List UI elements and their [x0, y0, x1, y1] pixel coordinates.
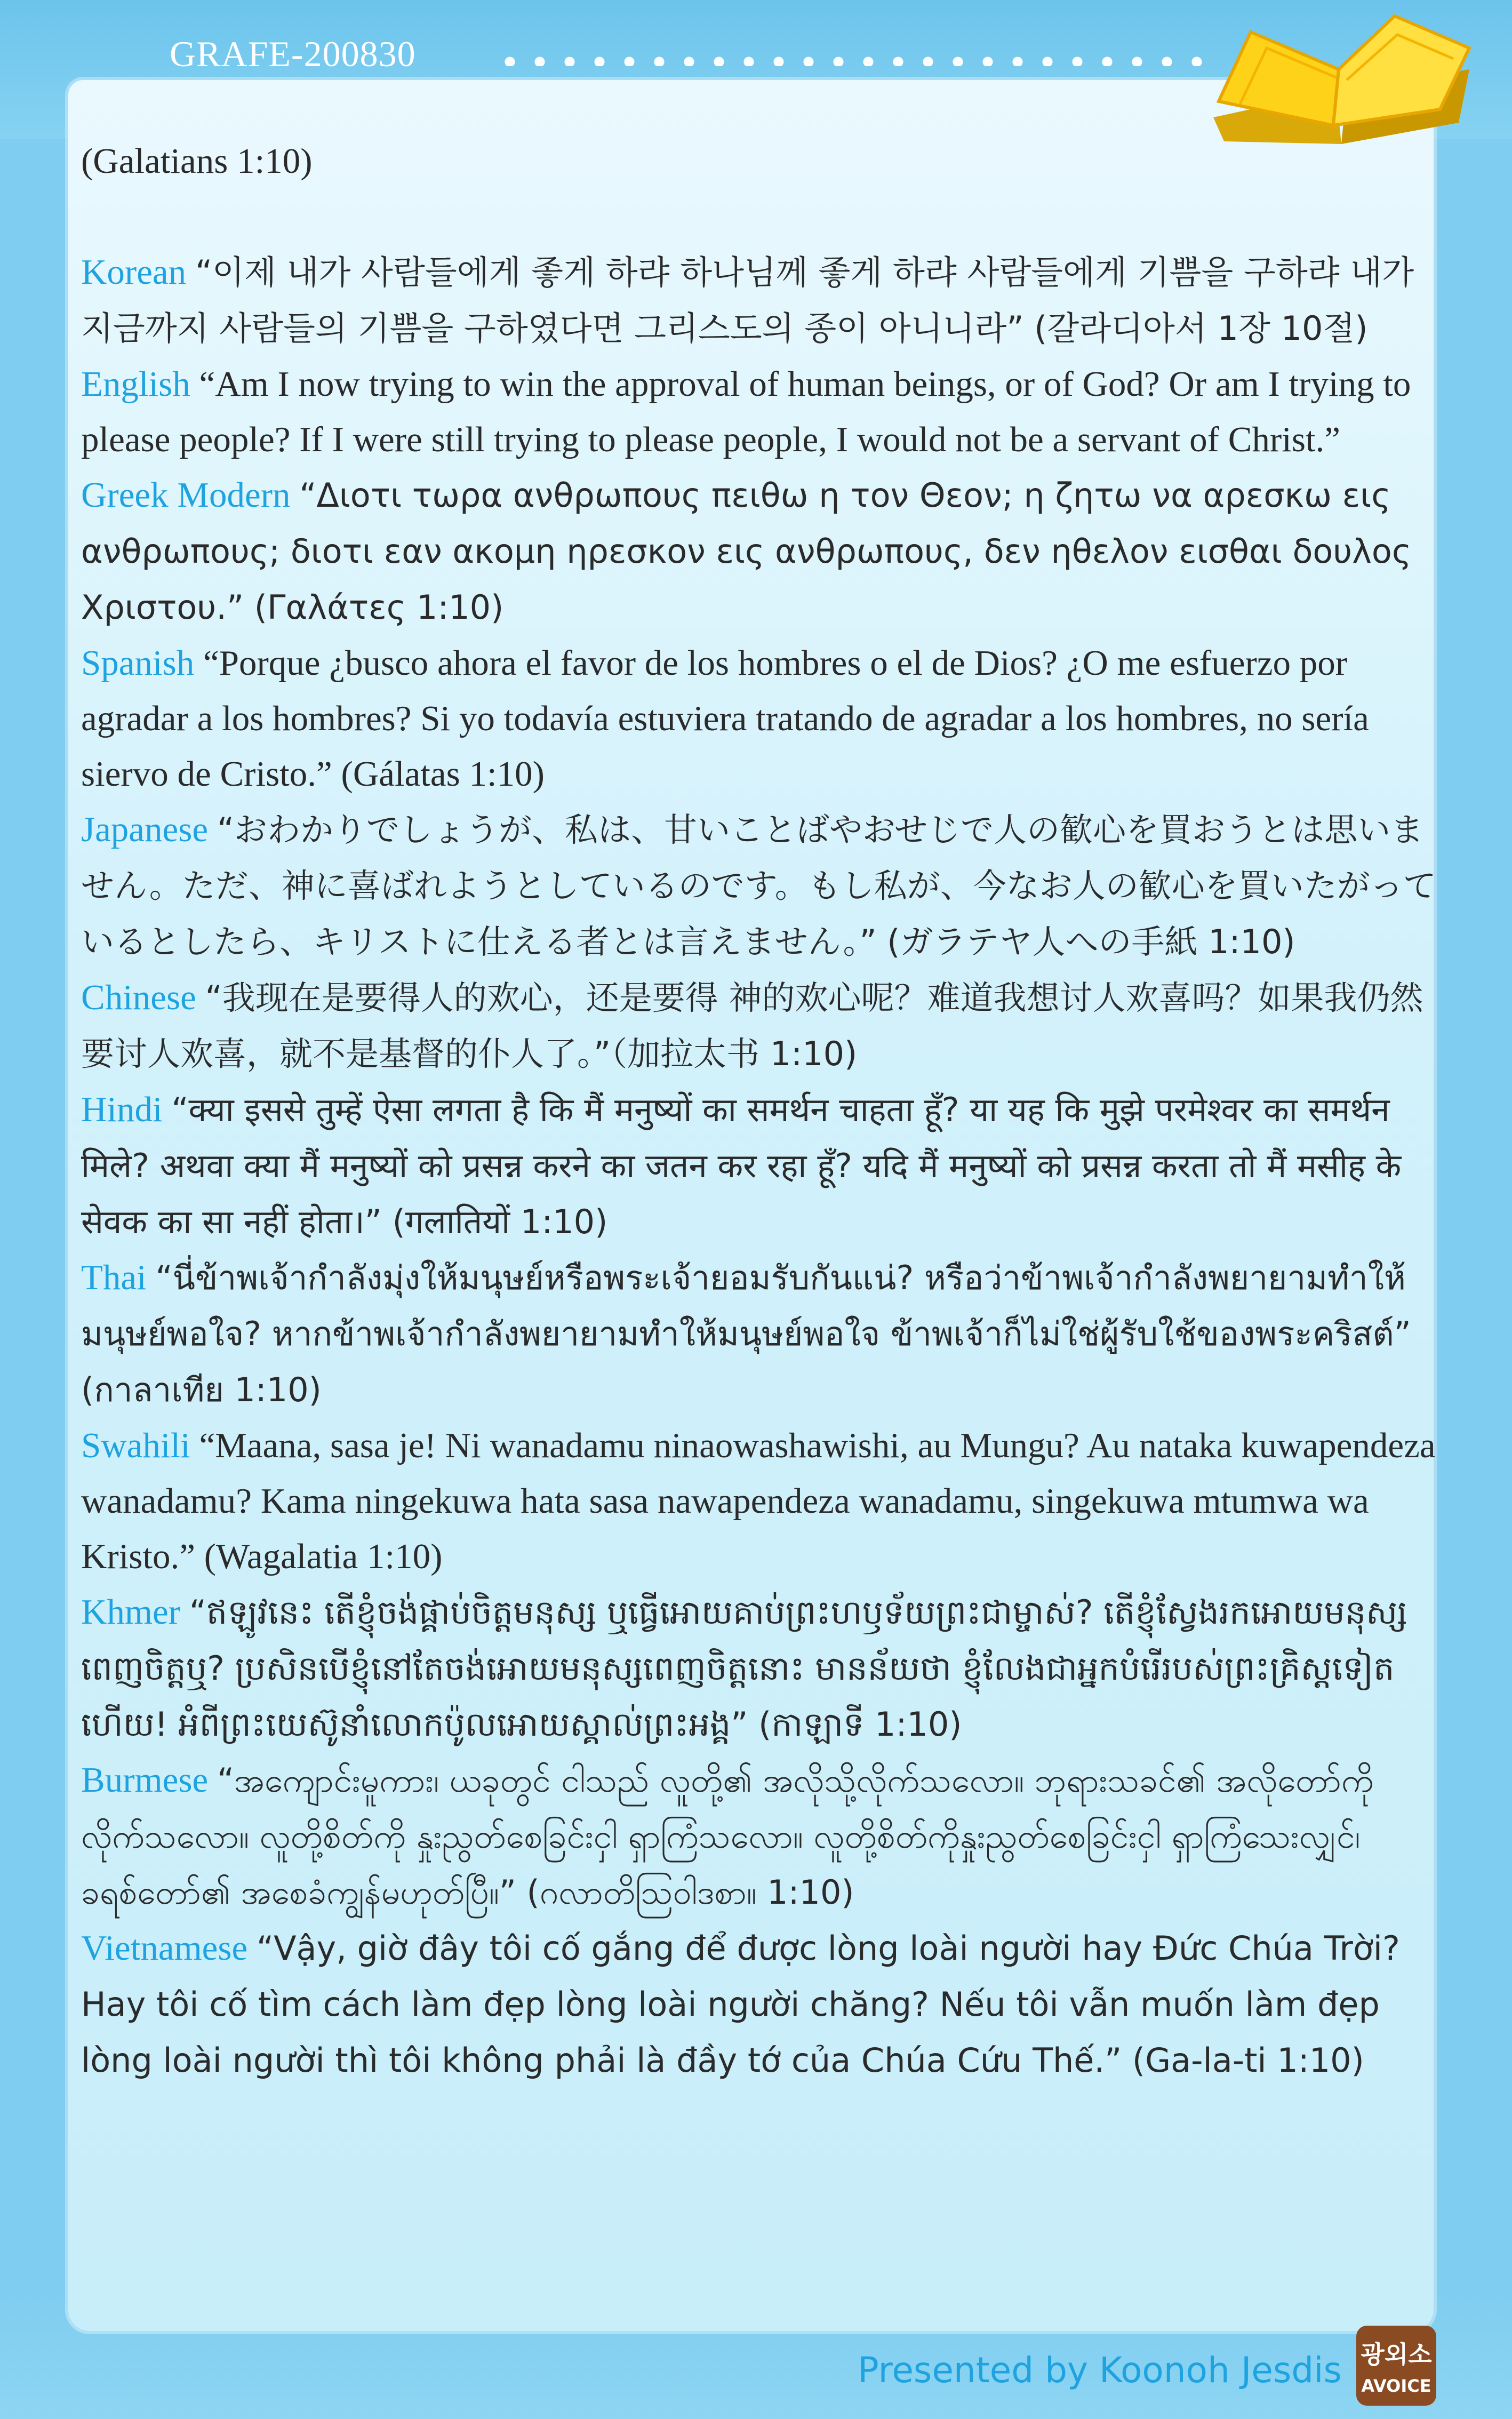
lang-label-japanese: Japanese — [81, 810, 209, 849]
lang-label-greek: Greek Modern — [81, 475, 291, 515]
verse-vietnamese — [81, 1920, 1446, 2088]
presented-by: Presented by Koonoh Jesdis — [858, 2350, 1342, 2391]
avoice-logo — [1356, 2326, 1436, 2406]
verse-english — [81, 356, 1446, 467]
verse-text-english: “Am I now trying to win the approval of human beings, or of God? Or am I trying to please people? If I were still trying to please people, I would not be a servant of Christ.” — [81, 364, 1411, 459]
lang-label-chinese: Chinese — [81, 978, 196, 1017]
logo-korean-text: 광외소 — [1361, 2340, 1432, 2369]
lang-label-korean: Korean — [81, 252, 187, 292]
verse-japanese — [81, 802, 1446, 970]
lang-label-swahili: Swahili — [81, 1426, 190, 1465]
lang-label-burmese: Burmese — [81, 1760, 209, 1800]
verse-text-burmese: “အကျောင်းမူကား၊ ယခုတွင် ငါသည် လူတို့၏ အလိုသို့လိုက်သလော။ ဘုရားသခင်၏ အလိုတော်ကို လိုက်သလော။ လူတို့စိတ်ကို နှုးညွတ်စေခြင်းငှါ ရှာကြံသလော။ လူတို့စိတ်ကိုနှုးညွတ်စေခြင်းငှါ ရှာကြံသေးလျှင်၊ ခရစ်တော်၏ အစေခံကျွန်မဟုတ်ပြီ။” (ဂလာတိဩဝါဒစာ။ 1:10) — [81, 1761, 1374, 1912]
lang-label-spanish: Spanish — [81, 643, 195, 683]
verse-text-vietnamese: “Vậy, giờ đây tôi cố gắng để được lòng loài người hay Đức Chúa Trời? Hay tôi cố tìm cách làm đẹp lòng loài người chăng? Nếu tôi vẫn muốn làm đẹp lòng loài người thì tôi không phải là đầy tớ của Chúa Cứu Thế.” (Ga-la-ti 1:10) — [81, 1929, 1400, 2080]
verse-text-spanish: “Porque ¿busco ahora el favor de los hombres o el de Dios? ¿O me esfuerzo por agradar a los hombres? Si yo todavía estuviera tratando de agradar a los hombres, no sería siervo de Cristo.” (Gálatas 1:10) — [81, 643, 1369, 794]
logo-english-text: AVOICE — [1361, 2376, 1431, 2396]
document-code: GRAFE-200830 — [170, 34, 416, 74]
lang-label-thai: Thai — [81, 1258, 147, 1297]
verse-chinese — [81, 970, 1446, 1082]
verse-swahili — [81, 1418, 1446, 1584]
lang-label-khmer: Khmer — [81, 1592, 181, 1632]
verse-hindi — [81, 1082, 1446, 1250]
lang-label-hindi: Hindi — [81, 1090, 163, 1129]
verse-text-greek: “Διοτι τωρα ανθρωπους πειθω η τον Θεον; η ζητω να αρεσκω εις ανθρωπους; διοτι εαν ακομη ηρεσκον εις ανθρωπους, δεν ηθελον εισθαι δουλος Χριστου.” (Γαλάτες 1:10) — [81, 476, 1412, 627]
reference: (Galatians 1:10) — [81, 141, 313, 181]
verse-burmese — [81, 1752, 1446, 1920]
verse-greek — [81, 467, 1446, 635]
verse-text-japanese: “おわかりでしょうが、私は、甘いことばやおせじで人の歓心を買おうとは思いません。ただ、神に喜ばれようとしているのです。もし私が、今なお人の歓心を買いたがっているとしたら、キリストに仕える者とは言えません。” (ガラテヤ人への手紙 1:10) — [81, 810, 1436, 961]
spacer — [81, 189, 1446, 244]
lang-label-english: English — [81, 364, 190, 404]
dotted-divider — [495, 55, 1204, 66]
verse-text-thai: “นี่ข้าพเจ้ากำลังมุ่งให้มนุษย์หรือพระเจ้ายอมรับกันแน่? หรือว่าข้าพเจ้ากำลังพยายามทำให้มนุษย์พอใจ? หากข้าพเจ้ากำลังพยายามทำให้มนุษย์พอใจ ข้าพเจ้าก็ไม่ใช่ผู้รับใช้ของพระคริสต์” (กาลาเทีย 1:10) — [81, 1258, 1411, 1409]
verse-spanish — [81, 635, 1446, 802]
verse-content — [81, 133, 1446, 2088]
verse-text-korean: “이제 내가 사람들에게 좋게 하랴 하나님께 좋게 하랴 사람들에게 기쁨을 구하랴 내가 지금까지 사람들의 기쁨을 구하였다면 그리스도의 종이 아니니라” (갈라디아서 1장 10절) — [81, 253, 1414, 348]
verse-thai — [81, 1250, 1446, 1418]
verse-text-khmer: “ឥឡូវនេះ តើខ្ញុំចង់ផ្គាប់ចិត្តមនុស្ស ឬធ្វើអោយគាប់ព្រះហឫទ័យព្រះជាម្ចាស់? តើខ្ញុំស្វែងរកអោយមនុស្សពេញចិត្តឬ? ប្រសិនបើខ្ញុំនៅតែចង់អោយមនុស្សពេញចិត្តនោះ មានន័យថា ខ្ញុំលែងជាអ្នកបំរើរបស់ព្រះគ្រិស្តទៀតហើយ! អំពីព្រះយេស៊ូនាំលោកប៉ូលអោយស្គាល់ព្រះអង្គ” (កាឡាទី 1:10) — [81, 1593, 1407, 1744]
verse-text-hindi: “क्या इससे तुम्हें ऐसा लगता है कि मैं मनुष्यों का समर्थन चाहता हूँ? या यह कि मुझे परमेश्वर का समर्थन मिले? अथवा क्या मैं मनुष्यों को प्रसन्न करने का जतन कर रहा हूँ? यदि मैं मनुष्यों को प्रसन्न करता तो मैं मसीह के सेवक का सा नहीं होता।” (गलातियों 1:10) — [81, 1090, 1402, 1241]
verse-korean — [81, 244, 1446, 356]
lang-label-vietnamese: Vietnamese — [81, 1928, 248, 1968]
verse-text-swahili: “Maana, sasa je! Ni wanadamu ninaowashawishi, au Mungu? Au nataka kuwapendeza wanadamu? Kama ningekuwa hata sasa nawapendeza wanadamu, singekuwa mtumwa wa Kristo.” (Wagalatia 1:10) — [81, 1426, 1436, 1576]
verse-khmer — [81, 1584, 1446, 1752]
verse-text-chinese: “我现在是要得人的欢心，还是要得 神的欢心呢？难道我想讨人欢喜吗？如果我仍然要讨人欢喜，就不是基督的仆人了。”（加拉太书 1:10) — [81, 978, 1423, 1073]
